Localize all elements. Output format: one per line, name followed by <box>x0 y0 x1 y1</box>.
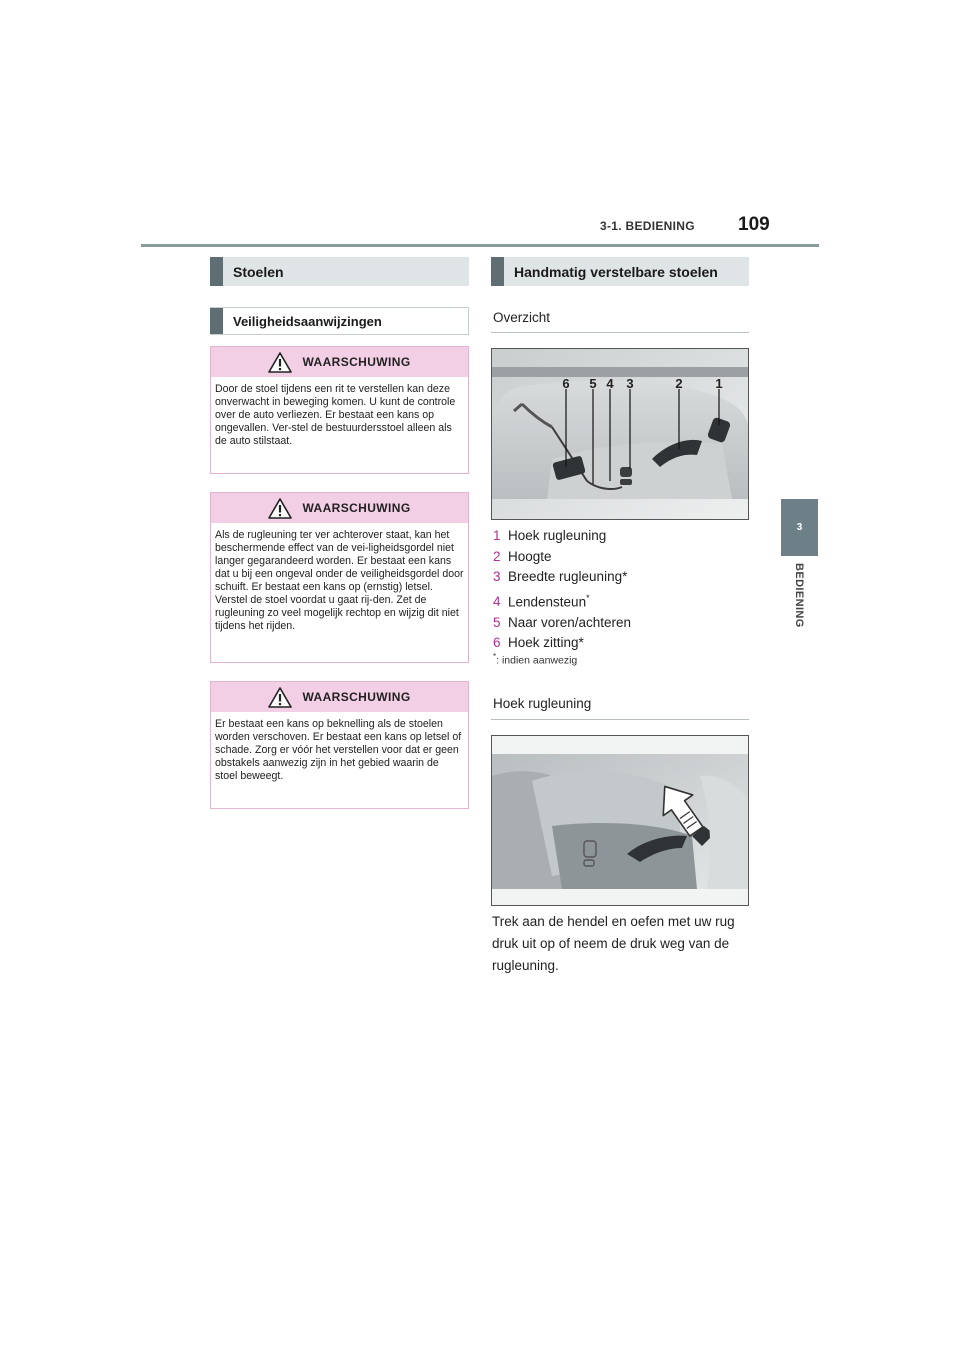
item-text: Hoogte <box>508 548 552 564</box>
warning-title: WAARSCHUWING <box>302 690 411 704</box>
heading-text: Veiligheidsaanwijzingen <box>233 313 382 329</box>
seat-controls-figure <box>491 348 749 520</box>
list-item <box>493 526 751 547</box>
section-title: 3-1. BEDIENING <box>600 219 695 233</box>
seat-illustration <box>492 349 749 520</box>
footnote-mark: * <box>493 652 497 661</box>
item-number: 2 <box>493 548 501 564</box>
chapter-number: 3 <box>796 522 803 533</box>
item-number: 3 <box>493 569 501 585</box>
callout-5: 5 <box>589 376 597 391</box>
heading-mark <box>491 257 504 286</box>
subheading-rule <box>491 332 749 333</box>
warning-box-1 <box>210 346 469 474</box>
item-number: 6 <box>493 635 501 651</box>
backrest-illustration <box>492 736 749 906</box>
item-text: Breedte rugleuning* <box>508 569 628 585</box>
heading-mark <box>210 308 223 334</box>
warning-title: WAARSCHUWING <box>302 501 411 515</box>
subheading-overzicht: Overzicht <box>493 310 551 325</box>
item-text: Naar voren/achteren <box>508 614 632 630</box>
heading-text: Stoelen <box>233 263 284 280</box>
callout-2: 2 <box>675 376 683 391</box>
warning-box-3 <box>210 681 469 809</box>
warning-header <box>211 347 468 377</box>
heading-stoelen <box>210 257 469 286</box>
subheading-rule <box>491 719 749 720</box>
warning-triangle-icon <box>268 352 292 373</box>
warning-header <box>211 493 468 523</box>
heading-veiligheidsaanwijzingen <box>210 307 469 335</box>
footnote-text: : indien aanwezig <box>496 654 578 667</box>
list-item <box>493 588 751 613</box>
backrest-lever-figure <box>491 735 749 906</box>
callout-1: 1 <box>715 376 723 391</box>
instruction-paragraph: Trek aan de hendel en oefen met uw rug druk uit op of neem de druk weg van de rugleuning. <box>492 914 735 973</box>
list-item <box>493 547 751 568</box>
chapter-label: BEDIENING <box>793 563 805 628</box>
warning-text: Als de rugleuning ter ver achterover staat, kan het beschermende effect van de vei-ligheidsgordel niet langer gegarandeerd worden. Er bestaat een kans dat u bij een ongeval onder de veiligheidsgordel door schuift. Er bestaat een kans op (ernstig) letsel. Verstel de stoel voordat u gaat rij-den. Zet de rugleuning zo veel mogelijk rechtop en wijzig dit niet tijdens het rijden. <box>215 529 464 632</box>
list-item <box>493 633 751 654</box>
page-number: 109 <box>738 214 770 235</box>
item-number: 4 <box>493 594 501 610</box>
footnote <box>493 652 577 667</box>
callout-6: 6 <box>562 376 570 391</box>
heading-mark <box>210 257 223 286</box>
item-number: 5 <box>493 614 501 630</box>
heading-handmatig <box>491 257 749 286</box>
warning-box-2 <box>210 492 469 663</box>
warning-header <box>211 682 468 712</box>
header-rule <box>141 244 819 247</box>
warning-triangle-icon <box>268 687 292 708</box>
item-text: Lendensteun <box>508 594 587 610</box>
warning-title: WAARSCHUWING <box>302 355 411 369</box>
item-text: Hoek rugleuning <box>508 528 607 543</box>
list-item <box>493 613 751 634</box>
item-number: 1 <box>493 528 501 543</box>
warning-text: Door de stoel tijdens een rit te verstellen kan deze onverwacht in beweging komen. U kunt de controle over de auto verliezen. Er bestaat een kans op ongevallen. Ver-stel de bestuurdersstoel alleen als de auto stilstaat. <box>215 383 456 447</box>
item-asterisk: * <box>586 592 590 603</box>
chapter-tab[interactable] <box>781 499 818 556</box>
item-text: Hoek zitting* <box>508 635 584 651</box>
list-item <box>493 567 751 588</box>
warning-triangle-icon <box>268 498 292 519</box>
heading-text: Handmatig verstelbare stoelen <box>514 263 718 280</box>
subheading-hoek-rugleuning: Hoek rugleuning <box>493 696 592 711</box>
warning-text: Er bestaat een kans op beknelling als de stoelen worden verschoven. Er bestaat een kans op letsel of schade. Zorg er vóór het verstellen voor dat er geen obstakels aanwezig zijn in het gebied waarin de stoel beweegt. <box>215 718 462 782</box>
controls-list <box>493 526 751 654</box>
callout-4: 4 <box>606 376 614 391</box>
callout-3: 3 <box>626 376 634 391</box>
